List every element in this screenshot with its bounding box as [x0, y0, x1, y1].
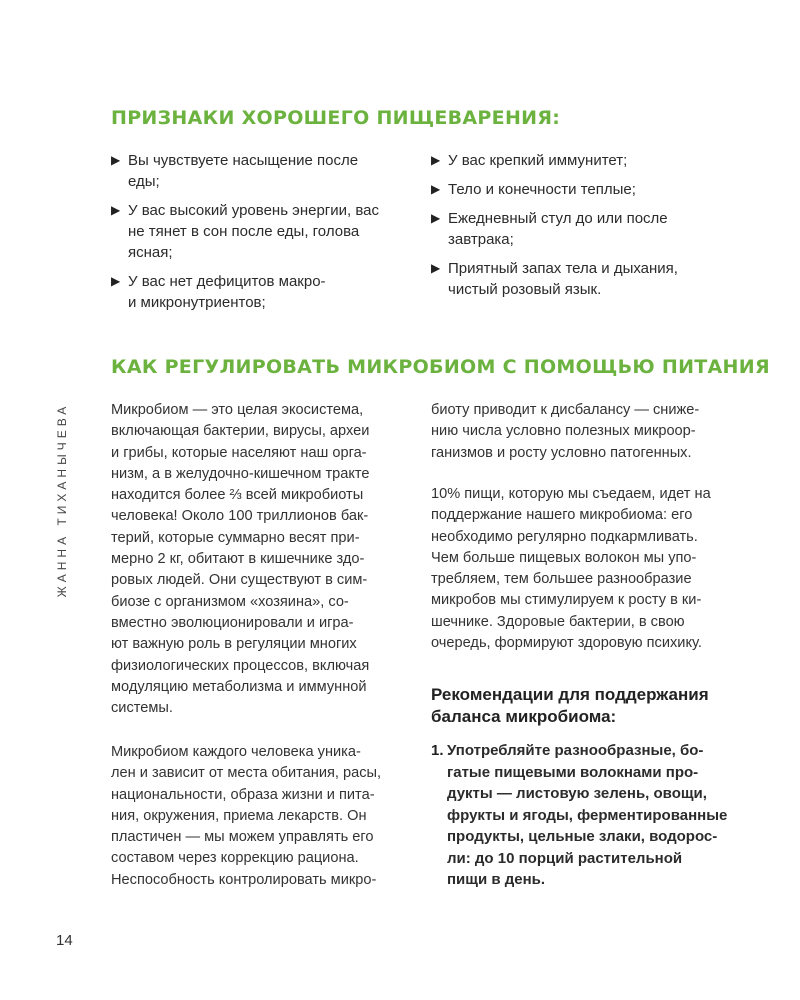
section-heading-microbiome: КАК РЕГУЛИРОВАТЬ МИКРОБИОМ С ПОМОЩЬЮ ПИТАНИЯ [111, 356, 770, 378]
digestion-signs-list-right [431, 150, 721, 308]
list-item: ▶ Тело и конечности теплые; [431, 181, 636, 198]
list-item: ▶ Ежедневный стул до или после завтрака; [431, 210, 668, 248]
triangle-bullet-icon: ▶ [111, 274, 121, 288]
list-item: ▶ У вас крепкий иммунитет; [431, 152, 628, 169]
triangle-bullet-icon: ▶ [431, 182, 441, 196]
list-item: ▶ У вас нет дефицитов макро- и микронутриентов; [111, 273, 326, 311]
recommendation-number: 1. [431, 742, 444, 759]
paragraph-microbiome-individual: Микробиом каждого человека уника- лен и зависит от места обитания, расы, национальности, образа жизни и пита- ния, окружения, приема лекарств. Он пластичен — мы можем управлять его составом через коррекцию рациона. Неспособность контролировать микро- [111, 744, 382, 888]
triangle-bullet-icon: ▶ [111, 153, 121, 167]
triangle-bullet-icon: ▶ [111, 203, 121, 217]
paragraph-microbiome-intro: Микробиом — это целая экосистема, включающая бактерии, вирусы, археи и грибы, которые населяют наш орга- низм, а в желудочно-кишечном тракте находится более ⅔ всей микробиоты человека! Около 100 триллионов бак- терий, которые суммарно весят при- мерно 2 кг, обитают в кишечнике здо- ровых людей. Они существуют в сим- биозе с организмом «хозяина», со- вместно эволюционировали и игра- ют важную роль в регуляции многих физиологических процессов, включая модуляцию метаболизма и иммунной системы. [111, 402, 370, 717]
recommendations-title: Рекомендации для поддержания баланса микробиома: [431, 685, 709, 726]
list-item: ▶ Вы чувствуете насыщение после еды; [111, 152, 359, 190]
triangle-bullet-icon: ▶ [431, 153, 441, 167]
author-name-vertical: ЖАННА ТИХАНЫЧЕВА [55, 402, 69, 598]
list-item: ▶ Приятный запах тела и дыхания, чистый розовый язык. [431, 260, 678, 298]
page-number: 14 [56, 932, 73, 949]
section-heading-digestion: ПРИЗНАКИ ХОРОШЕГО ПИЩЕВАРЕНИЯ: [111, 107, 561, 129]
digestion-signs-list-left [111, 150, 401, 321]
triangle-bullet-icon: ▶ [431, 211, 441, 225]
list-item: ▶ У вас высокий уровень энергии, вас не тянет в сон после еды, голова ясная; [111, 202, 380, 261]
paragraph-food-fiber: 10% пищи, которую мы съедаем, идет на поддержание нашего микробиома: его необходимо регулярно подкармливать. Чем больше пищевых волокон мы упо- требляем, тем большее разнообразие микробов мы стимулируем к росту в ки- шечнике. Здоровые бактерии, в свою очередь, формируют здоровую психику. [431, 486, 711, 652]
paragraph-dysbalance: биоту приводит к дисбалансу — сниже- нию числа условно полезных микроор- ганизмов и росту условно патогенных. [431, 402, 700, 461]
recommendation-text: Употребляйте разнообразные, бо- гатые пищевыми волокнами про- дукты — листовую зелень, овощи, фрукты и ягоды, ферментированные продукты, цельные злаки, водорос- ли: до 10 порций растительной пищи в день. [447, 742, 728, 888]
triangle-bullet-icon: ▶ [431, 261, 441, 275]
